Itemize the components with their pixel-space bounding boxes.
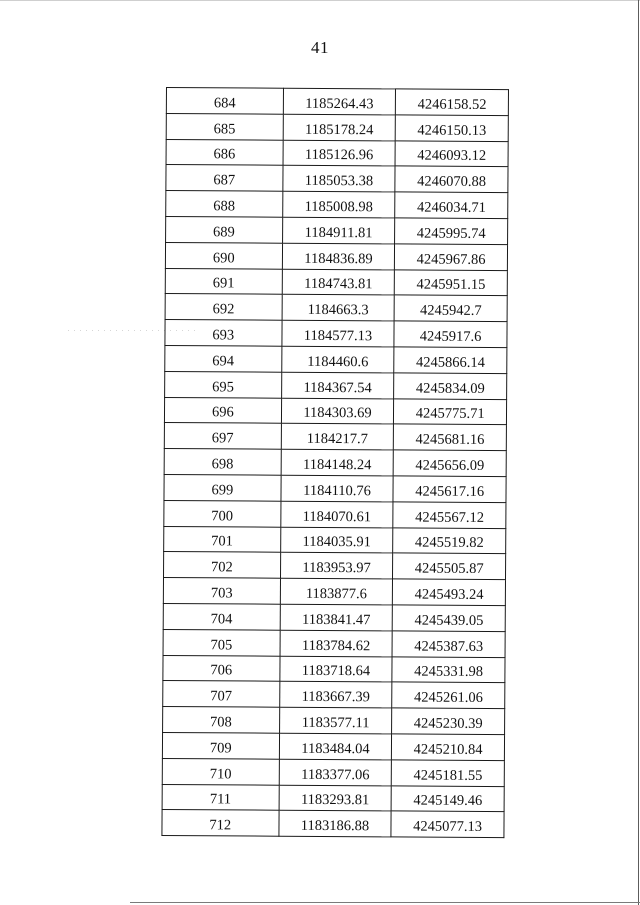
table-row [166, 191, 508, 219]
x-coordinate-cell: 1185126.96 [283, 140, 396, 166]
point-number-cell: 695 [165, 371, 282, 398]
table-row [162, 758, 504, 786]
table-row [163, 707, 505, 735]
x-coordinate-cell: 1184663.3 [282, 295, 395, 321]
table-row [162, 810, 504, 838]
x-coordinate-cell: 1183877.6 [280, 578, 393, 604]
table-row [166, 139, 508, 167]
table-row [166, 216, 508, 244]
x-coordinate-cell: 1183953.97 [280, 553, 393, 579]
table-row [165, 320, 507, 348]
x-coordinate-cell: 1184836.89 [282, 243, 395, 269]
x-coordinate-cell: 1185178.24 [283, 114, 396, 140]
page-right-edge [638, 0, 639, 905]
table-row [163, 603, 505, 631]
y-coordinate-cell: 4245261.06 [392, 682, 505, 708]
y-coordinate-cell: 4245439.05 [393, 605, 506, 631]
y-coordinate-cell: 4245617.16 [393, 476, 506, 502]
y-coordinate-cell: 4245866.14 [394, 347, 507, 373]
table-row [166, 165, 508, 193]
point-number-cell: 699 [164, 474, 281, 501]
x-coordinate-cell: 1183377.06 [279, 759, 392, 785]
table-row [164, 423, 506, 451]
point-number-cell: 694 [165, 345, 282, 372]
point-number-cell: 711 [162, 784, 279, 811]
point-number-cell: 698 [164, 449, 281, 476]
y-coordinate-cell: 4245567.12 [393, 502, 506, 528]
x-coordinate-cell: 1185008.98 [282, 191, 395, 217]
point-number-cell: 685 [166, 113, 283, 140]
y-coordinate-cell: 4245917.6 [394, 321, 507, 347]
x-coordinate-cell: 1183484.04 [279, 733, 392, 759]
y-coordinate-cell: 4246070.88 [395, 166, 508, 192]
point-number-cell: 693 [165, 320, 282, 347]
x-coordinate-cell: 1184911.81 [282, 217, 395, 243]
y-coordinate-cell: 4245493.24 [393, 579, 506, 605]
point-number-cell: 708 [163, 707, 280, 734]
y-coordinate-cell: 4245951.15 [395, 269, 508, 295]
point-number-cell: 688 [166, 191, 283, 218]
page-number: 41 [311, 38, 329, 57]
coordinates-table-body [162, 88, 509, 838]
point-number-cell: 707 [163, 681, 280, 708]
table-row [165, 294, 507, 322]
y-coordinate-cell: 4245519.82 [393, 527, 506, 553]
y-coordinate-cell: 4245995.74 [395, 218, 508, 244]
x-coordinate-cell: 1183293.81 [279, 785, 392, 811]
x-coordinate-cell: 1184460.6 [281, 346, 394, 372]
point-number-cell: 686 [166, 139, 283, 166]
table-row [164, 552, 506, 580]
point-number-cell: 704 [163, 603, 280, 630]
x-coordinate-cell: 1184070.61 [280, 501, 393, 527]
table-row [164, 526, 506, 554]
point-number-cell: 710 [162, 758, 279, 785]
y-coordinate-cell: 4245942.7 [394, 295, 507, 321]
x-coordinate-cell: 1183667.39 [279, 682, 392, 708]
table-row [163, 578, 505, 606]
y-coordinate-cell: 4245210.84 [392, 734, 505, 760]
point-number-cell: 705 [163, 629, 280, 656]
y-coordinate-cell: 4246093.12 [395, 140, 508, 166]
x-coordinate-cell: 1184035.91 [280, 527, 393, 553]
table-row [163, 655, 505, 683]
page-top-edge [0, 0, 640, 1]
point-number-cell: 691 [165, 268, 282, 295]
point-number-cell: 702 [164, 552, 281, 579]
table-row [165, 242, 507, 270]
x-coordinate-cell: 1183841.47 [280, 604, 393, 630]
y-coordinate-cell: 4245505.87 [393, 553, 506, 579]
y-coordinate-cell: 4246034.71 [395, 192, 508, 218]
point-number-cell: 692 [165, 294, 282, 321]
point-number-cell: 712 [162, 810, 279, 837]
table-row [164, 500, 506, 528]
point-number-cell: 687 [166, 165, 283, 192]
y-coordinate-cell: 4245387.63 [392, 631, 505, 657]
y-coordinate-cell: 4245077.13 [391, 811, 504, 837]
point-number-cell: 709 [162, 732, 279, 759]
table-row [162, 784, 504, 812]
table-row [166, 88, 508, 116]
point-number-cell: 684 [166, 88, 283, 115]
x-coordinate-cell: 1185264.43 [283, 88, 396, 114]
point-number-cell: 689 [166, 216, 283, 243]
table-row [165, 371, 507, 399]
point-number-cell: 706 [163, 655, 280, 682]
page-bottom-edge [130, 902, 640, 903]
x-coordinate-cell: 1184148.24 [281, 449, 394, 475]
coordinates-table [161, 87, 509, 838]
point-number-cell: 703 [163, 578, 280, 605]
y-coordinate-cell: 4245181.55 [392, 760, 505, 786]
table-row [165, 345, 507, 373]
y-coordinate-cell: 4245775.71 [394, 398, 507, 424]
y-coordinate-cell: 4245834.09 [394, 373, 507, 399]
y-coordinate-cell: 4246158.52 [396, 89, 509, 115]
x-coordinate-cell: 1184217.7 [281, 424, 394, 450]
x-coordinate-cell: 1183784.62 [280, 630, 393, 656]
point-number-cell: 697 [164, 423, 281, 450]
point-number-cell: 690 [165, 242, 282, 269]
y-coordinate-cell: 4245967.86 [395, 244, 508, 270]
x-coordinate-cell: 1184367.54 [281, 372, 394, 398]
x-coordinate-cell: 1184110.76 [281, 475, 394, 501]
x-coordinate-cell: 1183577.11 [279, 707, 392, 733]
x-coordinate-cell: 1184303.69 [281, 398, 394, 424]
x-coordinate-cell: 1183186.88 [279, 811, 392, 837]
x-coordinate-cell: 1184577.13 [282, 320, 395, 346]
table-row [164, 474, 506, 502]
point-number-cell: 701 [164, 526, 281, 553]
table-row [163, 629, 505, 657]
point-number-cell: 696 [164, 397, 281, 424]
table-row [165, 268, 507, 296]
table-row [164, 397, 506, 425]
x-coordinate-cell: 1183718.64 [280, 656, 393, 682]
y-coordinate-cell: 4245230.39 [392, 708, 505, 734]
y-coordinate-cell: 4246150.13 [396, 115, 509, 141]
y-coordinate-cell: 4245656.09 [393, 450, 506, 476]
x-coordinate-cell: 1185053.38 [283, 166, 396, 192]
y-coordinate-cell: 4245149.46 [391, 785, 504, 811]
table-row [162, 732, 504, 760]
y-coordinate-cell: 4245681.16 [394, 424, 507, 450]
table-row [166, 113, 508, 141]
point-number-cell: 700 [164, 500, 281, 527]
y-coordinate-cell: 4245331.98 [392, 656, 505, 682]
x-coordinate-cell: 1184743.81 [282, 269, 395, 295]
table-row [163, 681, 505, 709]
table-row [164, 449, 506, 477]
